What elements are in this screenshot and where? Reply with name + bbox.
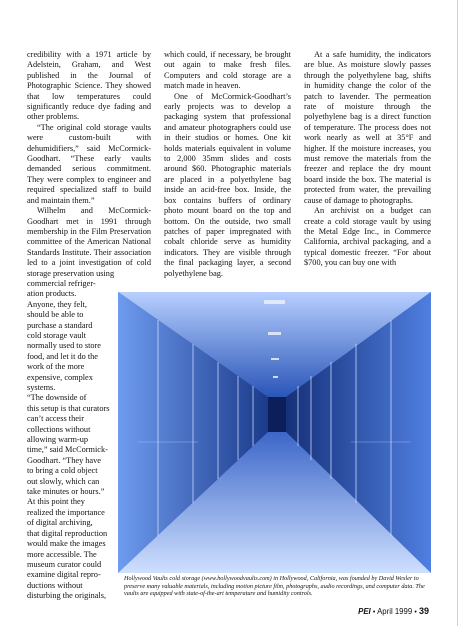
column1-narrow-line: would make the images <box>27 539 106 549</box>
column1-narrow-line: this setup is that curators <box>27 403 110 413</box>
publication-name: PEI <box>358 607 371 616</box>
column1-narrow-line: more accessible. The <box>27 549 97 559</box>
column1-narrow-line: should be able to <box>27 310 84 320</box>
column1-narrow-line: expensive, complex <box>27 372 93 382</box>
column1-narrow-line: food, and let it do the <box>27 351 98 361</box>
column1-narrow-line: examine digital repro- <box>27 570 101 580</box>
page-footer <box>358 606 429 616</box>
column1-narrow-line: that digital reproduction <box>27 528 108 538</box>
column3-paragraph-1: At a safe humidity, the indicators are blue. As moisture slowly passes through the polyethylene bag, shifts in humidity change the color of the patch to lavender. The permeation rate of moisture through the polyethylene bag is a direct function of temperature. The process does not work nearly as well at 35°F and higher. If the moisture increases, you must remove the materials from the freezer and replace the dry mount board inside the box. The material is protected from water, the prevailing cause of damage to photographs. <box>304 50 431 205</box>
column1-narrow-line: collections without <box>27 424 91 434</box>
column1-narrow-line: cold storage vault <box>27 330 86 340</box>
column1-narrow-line: systems. <box>27 383 56 392</box>
text-column-3 <box>304 50 431 269</box>
column1-narrow-line: of digital archiving, <box>27 518 93 528</box>
page-number: 39 <box>418 606 429 616</box>
column1-narrow-line: commercial refriger- <box>27 278 96 288</box>
column1-narrow-line: “The downside of <box>27 393 87 403</box>
column1-narrow-line: museum curator could <box>27 559 102 569</box>
column1-narrow-line: Goodhart. “They have <box>27 455 101 465</box>
column1-narrow-line: disturbing the originals, <box>27 591 107 601</box>
vault-corridor-photo <box>118 292 431 573</box>
column1-narrow-line: take minutes or hours.” <box>27 487 105 497</box>
column1-narrow-line: normally used to store <box>27 341 101 351</box>
column1-paragraph-3: Wilhelm and McCormick-Goodhart met in 1991 through membership in the Film Preservation committee of the American National Standards Institute. Their association led to a joint investigation of cold storage preservation using <box>27 206 151 278</box>
column1-narrow-line: time,” said McCormick- <box>27 445 108 455</box>
column1-narrow-line: to bring a cold object <box>27 466 98 476</box>
column1-narrow-line: work of the more <box>27 362 85 372</box>
column3-paragraph-2: An archivist on a budget can create a cold storage vault by using the Metal Edge Inc., in Commerce California, archival packaging, and a typical domestic freezer. “For about $700, you can buy one with <box>304 206 431 268</box>
column1-narrow-line: At this point they <box>27 497 85 507</box>
column1-narrow-line: out slowly, which can <box>27 476 100 486</box>
vault-corridor-illustration <box>118 292 431 573</box>
column1-narrow-line: purchase a standard <box>27 320 93 330</box>
photo-caption: Hollywood Vaults cold storage (www.hollywoodvaults.com) in Hollywood, California, was founded by David Wexler to preserve many valuable materials, including motion picture film, photographs, audio recordings, and computer data. The vaults are equipped with state-of-the-art temperature and humidity controls. <box>124 575 425 598</box>
column1-narrow-line: ation products. <box>27 289 77 299</box>
footer-separator: • <box>372 609 376 616</box>
column1-narrow-line: allowing warm-up <box>27 435 89 445</box>
text-column-2 <box>164 50 291 279</box>
column1-paragraph-2: “The original cold storage vaults were custom-built with dehumidifiers,” said McCormick-Goodhart. “These early vaults demanded serious commitment. They were complex to engineer and required specialized staff to build and maintain them.” <box>27 122 151 205</box>
column2-paragraph-1: which could, if necessary, be brought out again to make fresh files. Computers and cold storage are a match made in heaven. <box>164 50 291 91</box>
issue-date: April 1999 <box>377 607 413 616</box>
column1-paragraph-1: credibility with a 1971 article by Adelstein, Graham, and West published in the Journal of Photographic Science. They showed that low temperatures could significantly reduce dye fading and other problems. <box>27 50 151 122</box>
column2-paragraph-2: One of McCormick-Goodhart’s early projects was to develop a packaging system that professional and amateur photographers could use in their studios or homes. One kit holds materials equivalent in volume to 2,000 35mm slides and costs around $60. Photographic materials are placed in a polyethylene bag inside an acid-free box. Inside, the box contains buffers of ordinary photo mount board on the top and bottom. On the outside, two small patches of paper impregnated with cobalt chloride serve as humidity indicators. They are visible through the final packaging layer, a second polyethylene bag. <box>164 91 291 278</box>
column1-narrow-line: ductions without <box>27 580 83 590</box>
column1-narrow-line: can’t access their <box>27 414 84 424</box>
footer-separator-2: • <box>414 609 417 616</box>
column1-narrow-line: realized the importance <box>27 507 105 517</box>
column1-narrow-line: Anyone, they felt, <box>27 299 87 309</box>
